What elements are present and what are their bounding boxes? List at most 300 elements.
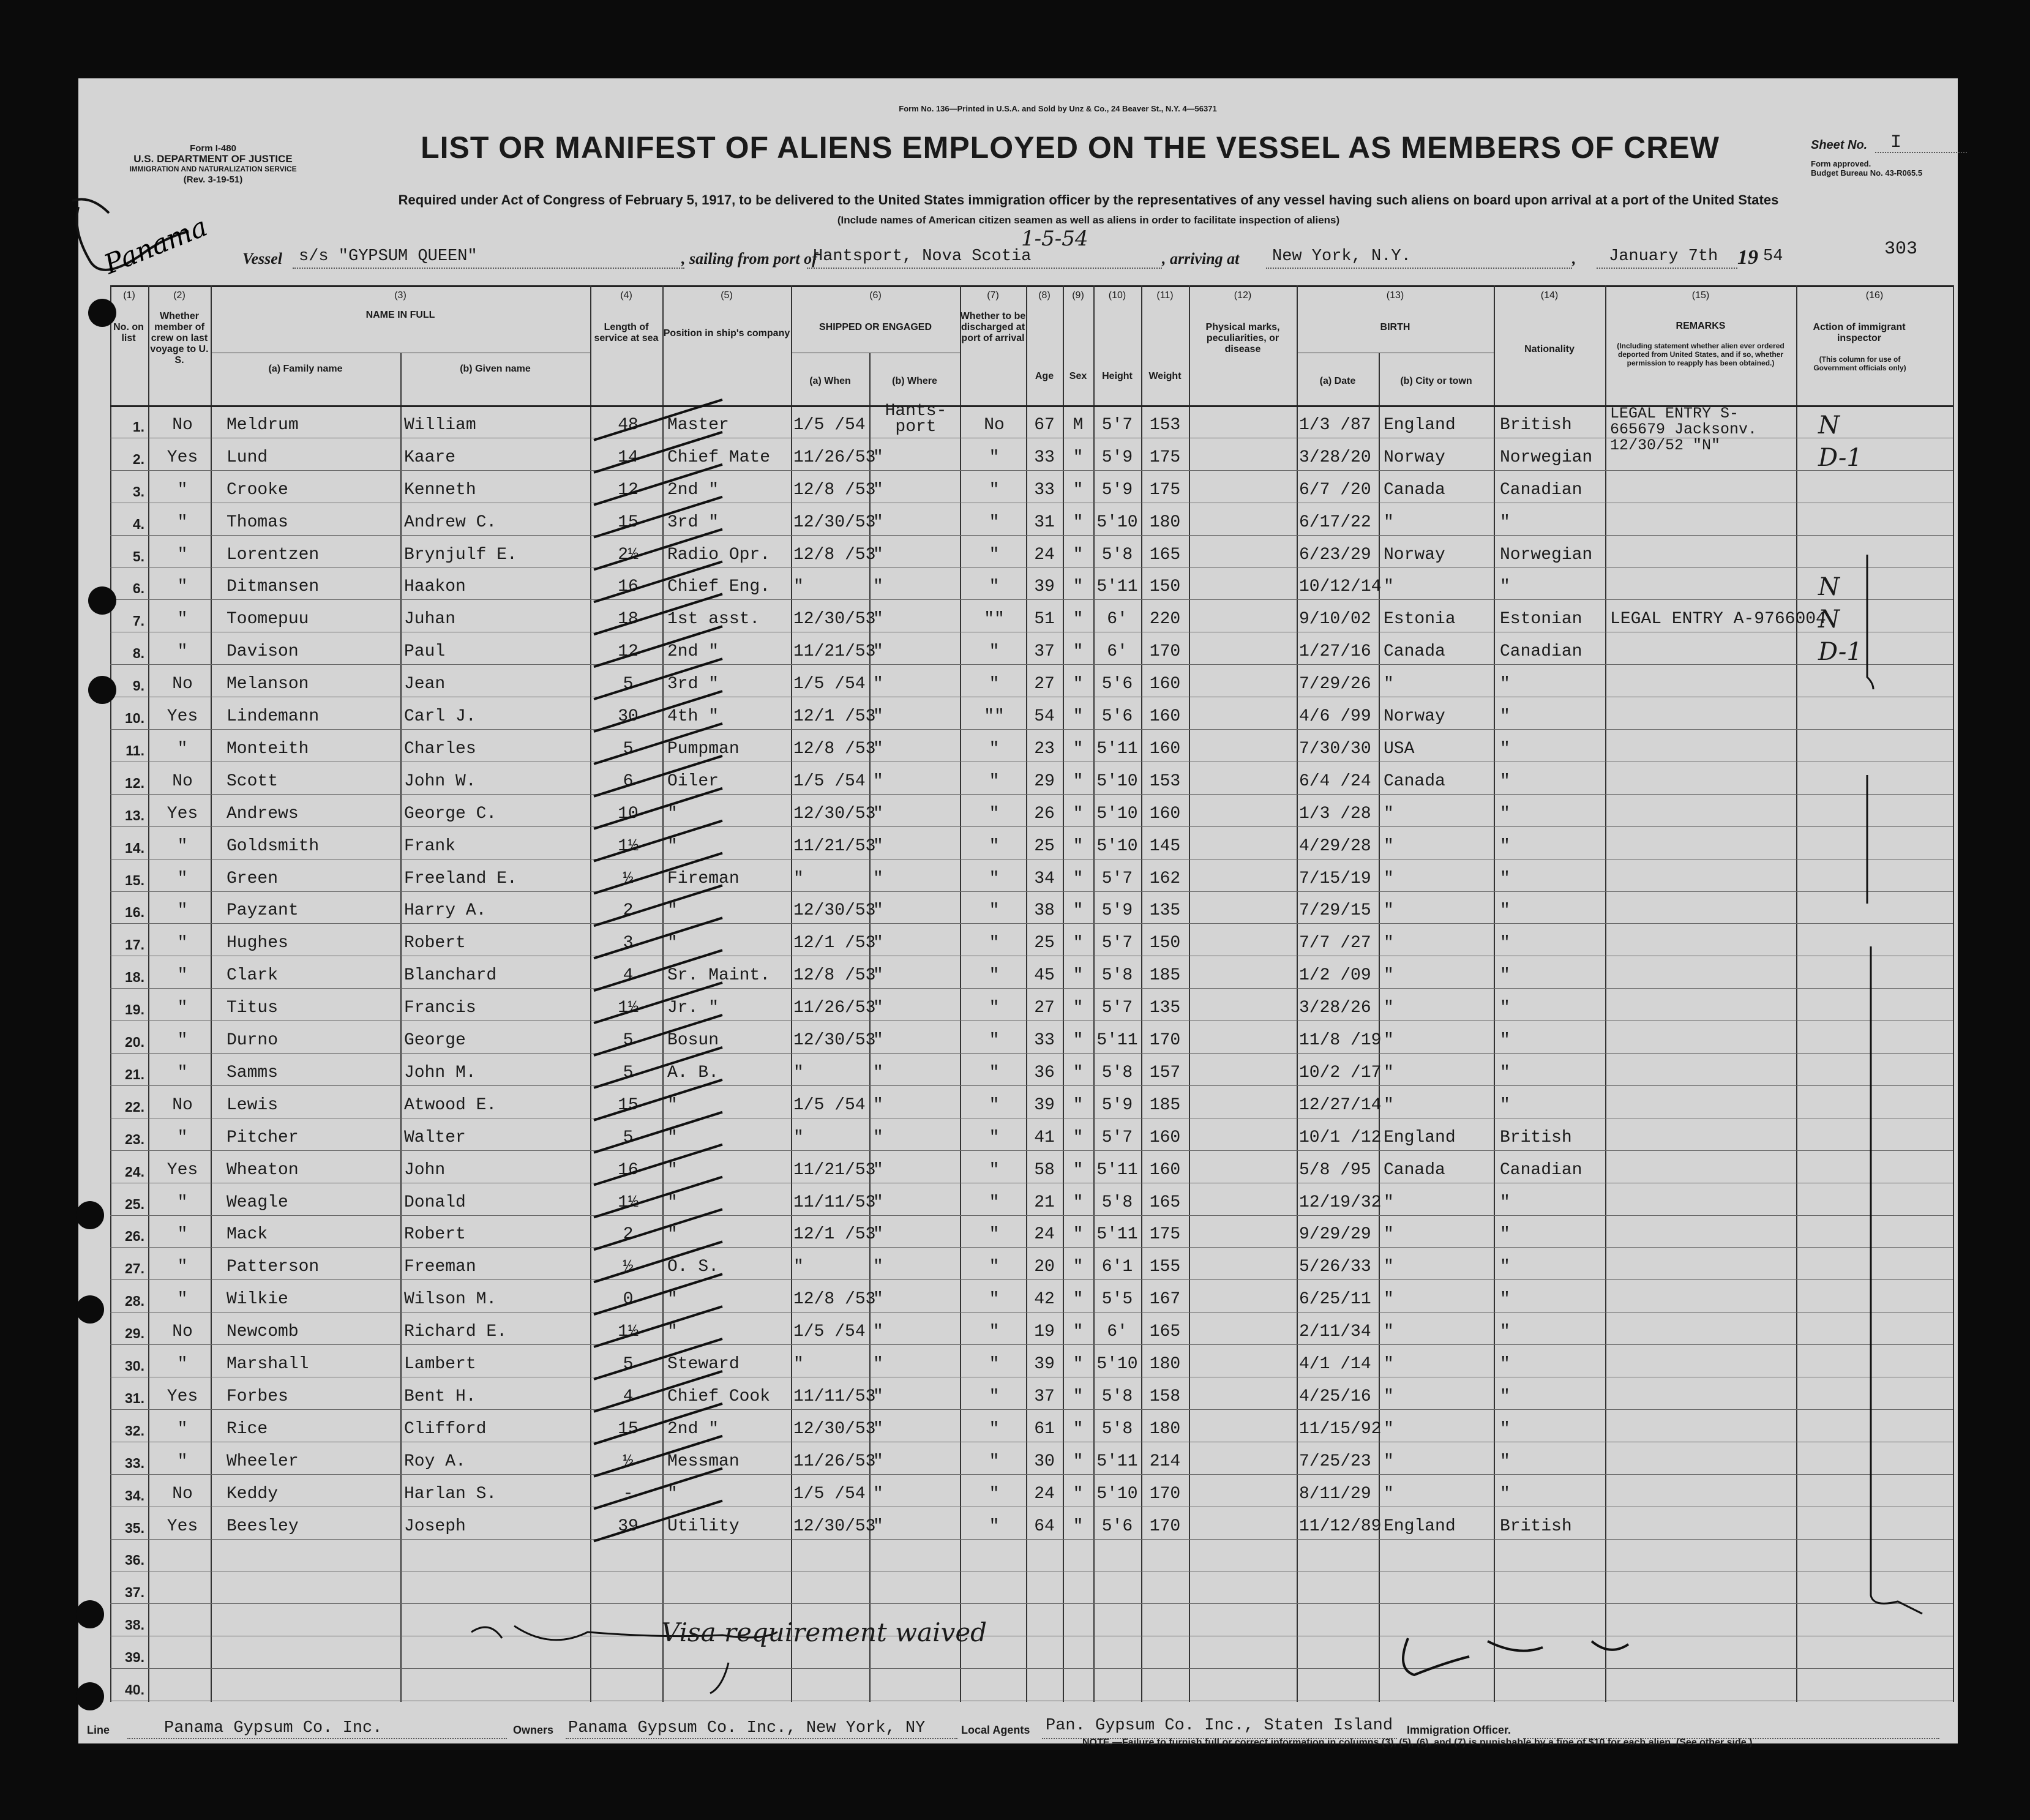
cell-disch: " (989, 966, 1000, 986)
cell-nat: " (1500, 1484, 1510, 1504)
line-value: Panama Gypsum Co. Inc. (164, 1719, 383, 1737)
cell-when: 12/30/53 (793, 1031, 876, 1050)
year-prefix: 19 (1737, 246, 1758, 269)
cell-disch: " (989, 448, 1000, 467)
row-number: 14. (125, 839, 144, 856)
cell-action: N (1818, 605, 1840, 634)
cell-where: " (873, 1484, 883, 1504)
cell-disch: " (989, 869, 1000, 888)
cell-service: 5 (623, 675, 634, 694)
cell-when: 12/30/53 (793, 804, 876, 823)
cell-nat: " (1500, 1225, 1510, 1245)
cell-age: 36 (1034, 1063, 1055, 1082)
cell-service: 18 (618, 610, 639, 629)
cell-disch: " (989, 577, 1000, 597)
cell-weight: 214 (1149, 1451, 1181, 1471)
cell-weight: 165 (1149, 545, 1181, 564)
cell-where: " (873, 1419, 883, 1439)
cell-disch: " (989, 1095, 1000, 1115)
cell-sex: M (1073, 415, 1084, 435)
cell-service: 2 (623, 1225, 634, 1245)
requirement-text: Required under Act of Congress of February 5, 1917, to be delivered to the United States immigration officer by the representatives of any vessel having such aliens on board upon arrival at a port of the United States (398, 192, 1779, 208)
cell-when: 1/5 /54 (793, 675, 866, 694)
cell-position: 3rd " (667, 512, 719, 532)
cell-service: 1½ (618, 998, 639, 1018)
cell-weight: 160 (1149, 707, 1181, 726)
cell-family: Forbes (227, 1387, 288, 1406)
cell-weight: 145 (1149, 836, 1181, 856)
cell-city: " (1384, 1419, 1394, 1439)
cell-when: 12/8 /53 (793, 545, 876, 564)
cell-service: 4 (623, 1387, 634, 1406)
cell-bdate: 4/6 /99 (1299, 707, 1371, 726)
cell-where: " (873, 1031, 883, 1050)
cell-age: 61 (1034, 1419, 1055, 1439)
cell-when: 12/8 /53 (793, 739, 876, 758)
column-number: (14) (1540, 290, 1559, 301)
cell-city: Norway (1384, 707, 1445, 726)
cell-sex: " (1073, 1031, 1084, 1050)
arriving-line (1266, 267, 1572, 269)
cell-sex: " (1073, 545, 1084, 564)
slash-mark (594, 756, 722, 796)
cell-service: 3 (623, 934, 634, 953)
cell-service: 10 (618, 804, 639, 823)
cell-family: Scott (227, 771, 279, 791)
slash-mark (594, 1177, 722, 1218)
cell-disch: " (989, 804, 1000, 823)
cell-family: Green (227, 869, 279, 888)
cell-remarks: LEGAL ENTRY S-665679 Jacksonv. 12/30/52 "N" (1610, 404, 1758, 454)
cell-where: " (873, 966, 883, 986)
cell-when: 1/5 /54 (793, 1484, 866, 1504)
cell-where: " (873, 739, 883, 758)
cell-height: 5'7 (1101, 869, 1133, 888)
department-name: U.S. DEPARTMENT OF JUSTICE (133, 153, 293, 165)
cell-service: 5 (623, 1355, 634, 1374)
cell-last: Yes (167, 1160, 198, 1180)
cell-bdate: 5/26/33 (1299, 1257, 1371, 1277)
cell-given: George C. (404, 804, 497, 823)
cell-nat: " (1500, 771, 1510, 791)
agents-value: Pan. Gypsum Co. Inc., Staten Island (1046, 1717, 1393, 1735)
cell-when: " (793, 1355, 804, 1374)
cell-height: 5'10 (1096, 1484, 1138, 1504)
cell-position: " (667, 1322, 678, 1342)
cell-service: 12 (618, 642, 639, 662)
cell-where: " (873, 1516, 883, 1536)
cell-height: 5'8 (1101, 1419, 1133, 1439)
row-number: 11. (125, 742, 144, 758)
cell-family: Lund (227, 448, 268, 467)
cell-height: 5'11 (1096, 1031, 1138, 1050)
cell-position: " (667, 1160, 678, 1180)
arrival-date: January 7th (1609, 247, 1718, 266)
cell-service: 0 (623, 1290, 634, 1309)
cell-where: " (873, 642, 883, 662)
cell-age: 54 (1034, 707, 1055, 726)
slash-mark (594, 561, 722, 602)
cell-service: 5 (623, 1063, 634, 1082)
cell-city: " (1384, 512, 1394, 532)
cell-service: 16 (618, 1160, 639, 1180)
col-header-weight: Weight (1148, 371, 1182, 381)
cell-bdate: 4/25/16 (1299, 1387, 1371, 1406)
cell-disch: " (989, 480, 1000, 500)
cell-city: " (1384, 1387, 1394, 1406)
cell-family: Meldrum (227, 415, 299, 435)
cell-where: " (873, 512, 883, 532)
cell-sex: " (1073, 966, 1084, 986)
cell-weight: 170 (1149, 642, 1181, 662)
column-number: (10) (1108, 290, 1126, 301)
cell-weight: 185 (1149, 966, 1181, 986)
cell-sex: " (1073, 1355, 1084, 1374)
slash-mark (594, 497, 722, 537)
cell-height: 5'9 (1101, 901, 1133, 921)
cell-height: 5'10 (1096, 1355, 1138, 1374)
cell-disch: " (989, 642, 1000, 662)
visa-initials (680, 1663, 728, 1702)
cell-position: Sr. Maint. (667, 966, 771, 986)
binding-hole (76, 1201, 104, 1229)
cell-age: 39 (1034, 1355, 1055, 1374)
cell-when: 11/21/53 (793, 642, 876, 662)
row-number: 4. (132, 515, 144, 532)
cell-given: Kaare (404, 448, 456, 467)
cell-last: No (172, 415, 193, 435)
cell-last: " (177, 901, 188, 921)
slash-mark (594, 1404, 722, 1444)
cell-bdate: 9/29/29 (1299, 1225, 1371, 1245)
binding-hole (76, 1600, 104, 1628)
cell-given: Haakon (404, 577, 466, 597)
cell-height: 5'10 (1096, 512, 1138, 532)
cell-family: Melanson (227, 675, 309, 694)
slash-mark (594, 1371, 722, 1412)
cell-sex: " (1073, 1193, 1084, 1212)
col-header-last-voyage: Whether member of crew on last voyage to U. S. (150, 311, 209, 365)
footer-note: NOTE.—Failure to furnish full or correct information in columns (3), (5), (6), and (7) is punishable by a fine of $10 for each alien. (See other side.) (1082, 1737, 1753, 1748)
row-number: 24. (125, 1163, 144, 1180)
cell-bdate: 11/15/92 (1299, 1419, 1382, 1439)
cell-nat: Norwegian (1500, 545, 1593, 564)
cell-last: " (177, 1419, 188, 1439)
page-title: LIST OR MANIFEST OF ALIENS EMPLOYED ON THE VESSEL AS MEMBERS OF CREW (421, 130, 1720, 165)
cell-age: 51 (1034, 610, 1055, 629)
cell-given: Bent H. (404, 1387, 476, 1406)
cell-when: 11/26/53 (793, 998, 876, 1018)
cell-height: 6' (1107, 642, 1128, 662)
cell-where: " (873, 998, 883, 1018)
row-number: 36. (125, 1552, 144, 1568)
binding-hole (76, 1682, 104, 1710)
cell-sex: " (1073, 1387, 1084, 1406)
cell-last: " (177, 1355, 188, 1374)
cell-city: " (1384, 1193, 1394, 1212)
col-header-no: No. on list (113, 322, 144, 343)
cell-given: John (404, 1160, 446, 1180)
cell-disch: " (989, 512, 1000, 532)
cell-weight: 160 (1149, 675, 1181, 694)
cell-height: 5'6 (1101, 1516, 1133, 1536)
col-header-remarks: REMARKS (1676, 321, 1726, 331)
cell-sex: " (1073, 512, 1084, 532)
cell-bdate: 1/3 /87 (1299, 415, 1371, 435)
owners-label: Owners (513, 1724, 554, 1736)
cell-last: " (177, 480, 188, 500)
cell-bdate: 7/15/19 (1299, 869, 1371, 888)
cell-given: Freeland E. (404, 869, 517, 888)
cell-family: Toomepuu (227, 610, 309, 629)
slash-mark (594, 1112, 722, 1153)
cell-position: 2nd " (667, 642, 719, 662)
binding-hole (88, 299, 116, 327)
cell-disch: " (989, 1063, 1000, 1082)
cell-position: " (667, 804, 678, 823)
cell-last: Yes (167, 448, 198, 467)
cell-age: 27 (1034, 998, 1055, 1018)
slash-mark (594, 1241, 722, 1282)
cell-given: Richard E. (404, 1322, 508, 1342)
cell-disch: " (989, 1225, 1000, 1245)
cell-last: " (177, 610, 188, 629)
cell-position: Steward (667, 1355, 740, 1374)
cell-nat: " (1500, 1257, 1510, 1277)
cell-disch: " (989, 1419, 1000, 1439)
cell-weight: 185 (1149, 1095, 1181, 1115)
cell-position: " (667, 1095, 678, 1115)
cell-given: Harlan S. (404, 1484, 497, 1504)
cell-weight: 180 (1149, 1419, 1181, 1439)
col-header-discharged: Whether to be discharged at port of arrival (960, 311, 1026, 343)
cell-city: England (1384, 415, 1456, 435)
cell-when: 12/30/53 (793, 512, 876, 532)
cell-when: " (793, 1128, 804, 1147)
cell-city: " (1384, 1290, 1394, 1309)
cell-sex: " (1073, 1484, 1084, 1504)
slash-mark (594, 821, 722, 861)
cell-action: N (1818, 573, 1840, 602)
cell-age: 30 (1034, 1451, 1055, 1471)
cell-given: George (404, 1031, 466, 1050)
cell-service: 48 (618, 415, 639, 435)
crew-table (110, 285, 1953, 1702)
row-number: 29. (125, 1325, 144, 1342)
cell-family: Beesley (227, 1516, 299, 1536)
cell-position: Bosun (667, 1031, 719, 1050)
cell-family: Davison (227, 642, 299, 662)
cell-position: Chief Eng. (667, 577, 771, 597)
cell-nat: " (1500, 739, 1510, 758)
cell-family: Newcomb (227, 1322, 299, 1342)
cell-family: Weagle (227, 1193, 288, 1212)
cell-service: 30 (618, 707, 639, 726)
cell-weight: 175 (1149, 448, 1181, 467)
column-number: (13) (1386, 290, 1404, 301)
column-number: (2) (173, 290, 185, 301)
owners-field-line (566, 1737, 957, 1739)
cell-family: Wheeler (227, 1451, 299, 1471)
cell-position: " (667, 1225, 678, 1245)
cell-where: " (873, 1322, 883, 1342)
cell-weight: 153 (1149, 771, 1181, 791)
cell-sex: " (1073, 577, 1084, 597)
cell-weight: 170 (1149, 1484, 1181, 1504)
line-field-line (127, 1737, 507, 1739)
cell-city: " (1384, 934, 1394, 953)
column-number: (4) (620, 290, 632, 301)
cell-last: Yes (167, 1516, 198, 1536)
cell-disch: " (989, 739, 1000, 758)
cell-bdate: 1/2 /09 (1299, 966, 1371, 986)
cell-sex: " (1073, 1128, 1084, 1147)
cell-age: 21 (1034, 1193, 1055, 1212)
cell-where: " (873, 771, 883, 791)
cell-when: 12/1 /53 (793, 1225, 876, 1245)
cell-city: " (1384, 836, 1394, 856)
cell-disch: " (989, 1355, 1000, 1374)
margin-note-text: Panama (100, 211, 212, 281)
cell-last: No (172, 1484, 193, 1504)
cell-bdate: 7/30/30 (1299, 739, 1371, 758)
cell-weight: 170 (1149, 1031, 1181, 1050)
slash-mark (594, 1469, 722, 1509)
sailing-port: Hantsport, Nova Scotia (813, 247, 1032, 266)
row-number: 30. (125, 1358, 144, 1374)
cell-position: Oiler (667, 771, 719, 791)
cell-family: Andrews (227, 804, 299, 823)
cell-sex: " (1073, 1516, 1084, 1536)
cell-where: " (873, 901, 883, 921)
officer-label: Immigration Officer. (1407, 1724, 1511, 1736)
cell-age: 24 (1034, 1225, 1055, 1245)
cell-bdate: 1/3 /28 (1299, 804, 1371, 823)
cell-given: Charles (404, 739, 476, 758)
column-number: (16) (1865, 290, 1884, 301)
cell-nat: Canadian (1500, 642, 1582, 662)
cell-sex: " (1073, 448, 1084, 467)
approval-line-1: Form approved. (1811, 159, 1871, 168)
cell-age: 33 (1034, 448, 1055, 467)
cell-city: " (1384, 1451, 1394, 1471)
cell-sex: " (1073, 901, 1084, 921)
cell-last: No (172, 1322, 193, 1342)
cell-city: " (1384, 966, 1394, 986)
cell-action: D-1 (1818, 638, 1862, 667)
cell-bdate: 6/17/22 (1299, 512, 1371, 532)
cell-service: 1½ (618, 1193, 639, 1212)
cell-position: Chief Cook (667, 1387, 771, 1406)
column-number: (9) (1072, 290, 1084, 301)
cell-age: 45 (1034, 966, 1055, 986)
cell-height: 5'11 (1096, 1225, 1138, 1245)
slash-mark (594, 724, 722, 764)
cell-weight: 180 (1149, 1355, 1181, 1374)
row-number: 5. (132, 548, 144, 564)
cell-position: 2nd " (667, 480, 719, 500)
column-number: (6) (869, 290, 882, 301)
cell-when: 11/11/53 (793, 1193, 876, 1212)
cell-family: Crooke (227, 480, 288, 500)
col-header-age: Age (1035, 371, 1054, 381)
cell-service: ½ (623, 1451, 634, 1471)
slash-mark (594, 918, 722, 958)
cell-last: " (177, 1193, 188, 1212)
cell-sex: " (1073, 1095, 1084, 1115)
cell-age: 26 (1034, 804, 1055, 823)
cell-nat: Estonian (1500, 610, 1582, 629)
cell-disch: " (989, 998, 1000, 1018)
approval-line-2: Budget Bureau No. 43-R065.5 (1811, 168, 1923, 178)
cell-weight: 180 (1149, 512, 1181, 532)
cell-family: Samms (227, 1063, 279, 1082)
cell-weight: 155 (1149, 1257, 1181, 1277)
row-number: 17. (125, 937, 144, 953)
row-number: 10. (125, 710, 144, 726)
cell-disch: " (989, 675, 1000, 694)
cell-bdate: 10/12/14 (1299, 577, 1382, 597)
visa-waived-note: Visa requirement waived (661, 1617, 987, 1647)
cell-where: " (873, 577, 883, 597)
cell-weight: 165 (1149, 1322, 1181, 1342)
cell-where: " (873, 610, 883, 629)
cell-when: 12/8 /53 (793, 1290, 876, 1309)
row-number: 7. (132, 613, 144, 629)
cell-nat: " (1500, 1290, 1510, 1309)
cell-bdate: 11/8 /19 (1299, 1031, 1382, 1050)
cell-last: " (177, 642, 188, 662)
cell-nat: British (1500, 1516, 1572, 1536)
cell-given: Brynjulf E. (404, 545, 517, 564)
cell-weight: 175 (1149, 480, 1181, 500)
col-header-where: (b) Where (892, 376, 937, 386)
cell-weight: 160 (1149, 804, 1181, 823)
col-header-action-note: (This column for use of Government officials only) (1813, 355, 1906, 372)
cell-service: - (623, 1484, 634, 1504)
cell-sex: " (1073, 1063, 1084, 1082)
cell-city: " (1384, 1063, 1394, 1082)
row-number: 16. (125, 904, 144, 921)
cell-given: Joseph (404, 1516, 466, 1536)
cell-city: Canada (1384, 771, 1445, 791)
cell-family: Hughes (227, 934, 288, 953)
cell-given: Wilson M. (404, 1290, 497, 1309)
col-header-name: NAME IN FULL (365, 310, 435, 320)
cell-age: 38 (1034, 901, 1055, 921)
col-header-shipped: SHIPPED OR ENGAGED (818, 322, 932, 332)
cell-height: 5'9 (1101, 1095, 1133, 1115)
cell-weight: 135 (1149, 901, 1181, 921)
cell-city: USA (1384, 739, 1415, 758)
row-number: 15. (125, 872, 144, 888)
cell-position: A. B. (667, 1063, 719, 1082)
cell-last: " (177, 998, 188, 1018)
cell-nat: " (1500, 1355, 1510, 1374)
binding-hole (88, 676, 116, 704)
cell-city: " (1384, 1095, 1394, 1115)
cell-sex: " (1073, 610, 1084, 629)
cell-bdate: 1/27/16 (1299, 642, 1371, 662)
cell-age: 24 (1034, 1484, 1055, 1504)
cell-position: " (667, 901, 678, 921)
cell-where: " (873, 1387, 883, 1406)
cell-given: Frank (404, 836, 456, 856)
cell-given: Atwood E. (404, 1095, 497, 1115)
col-header-remarks-note: (Including statement whether alien ever ordered deported from United States, and if so, whether permission to reapply has been obtained.) (1617, 342, 1785, 367)
cell-position: Master (667, 415, 729, 435)
slash-mark (594, 1274, 722, 1314)
